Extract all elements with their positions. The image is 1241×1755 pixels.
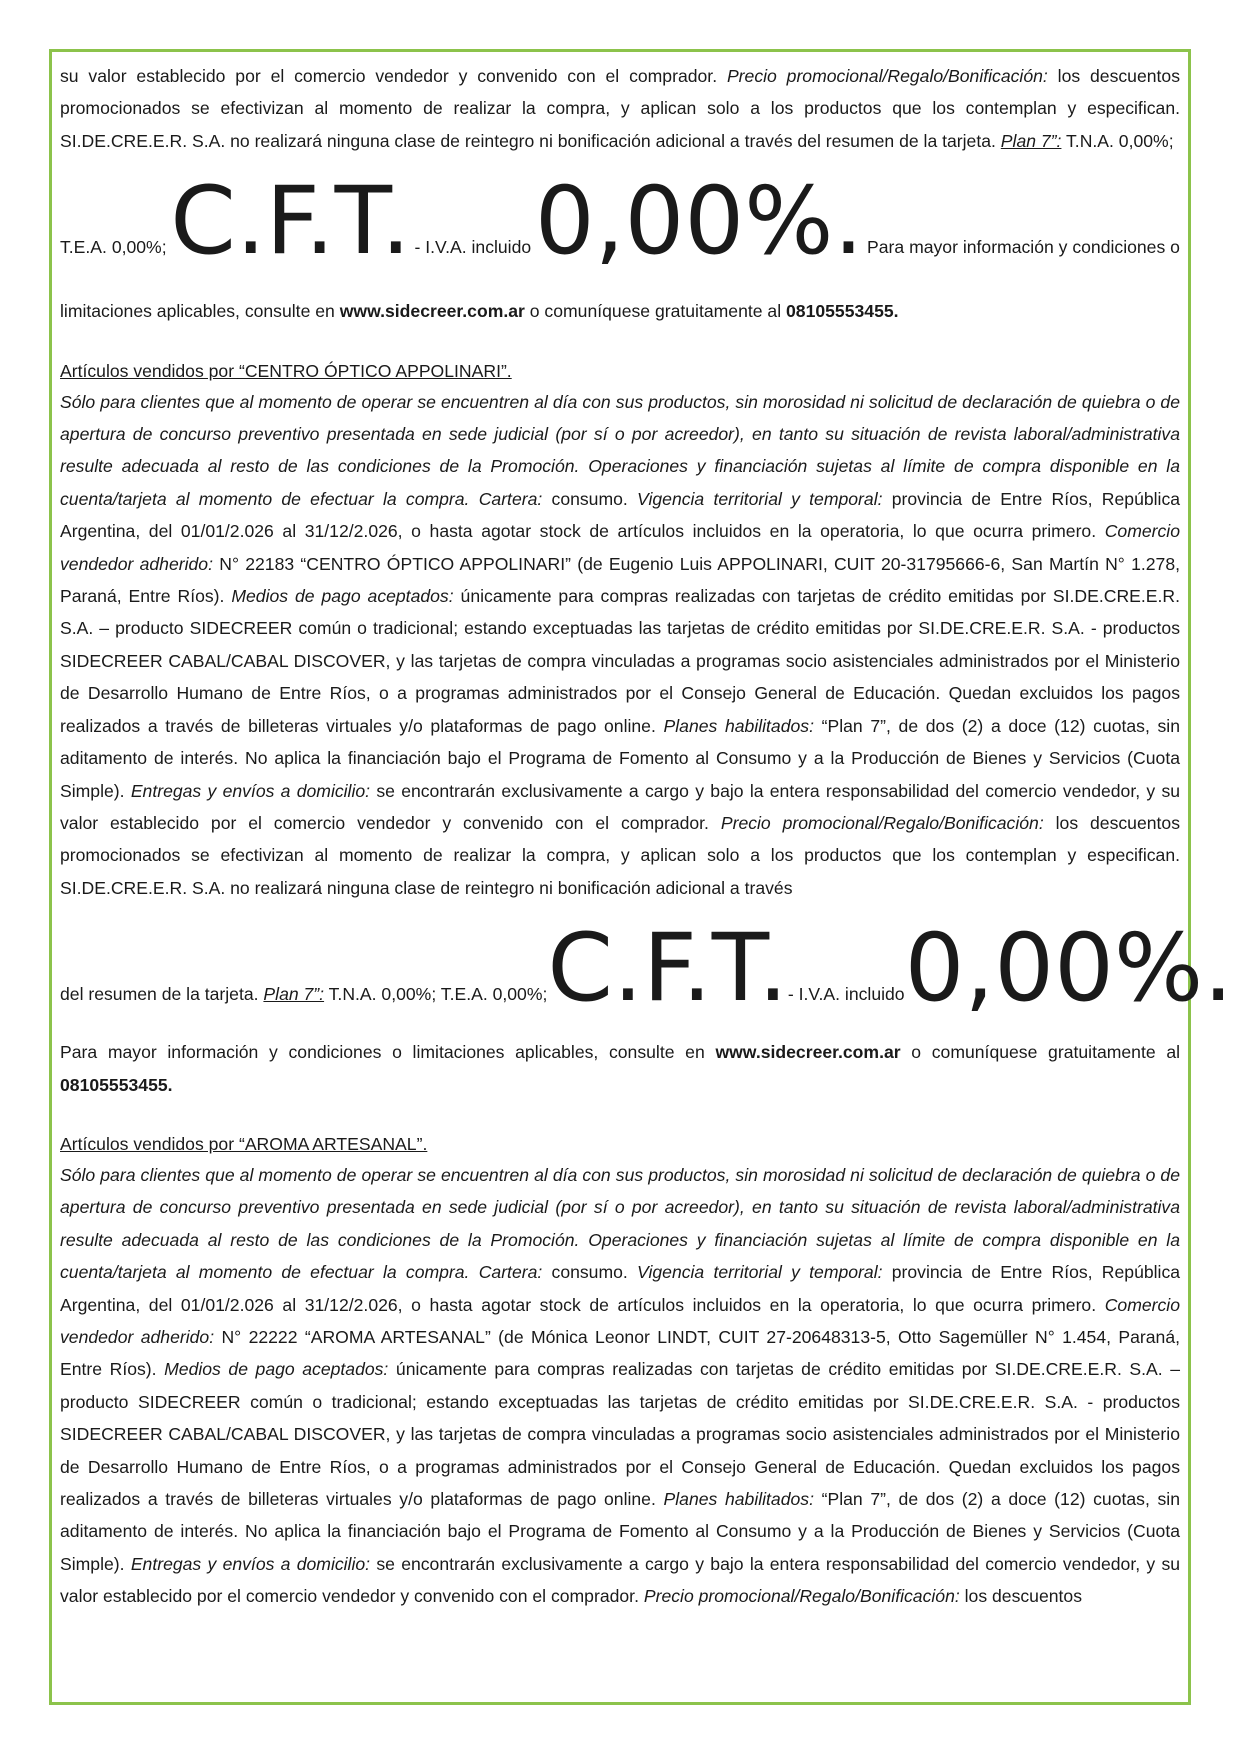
block1-info-c: o comuníquese gratuitamente al	[529, 301, 782, 322]
block1-website-link[interactable]: www.sidecreer.com.ar	[339, 301, 525, 322]
block3-planes-label: Planes habilitados:	[663, 1489, 814, 1509]
block2-cft-prefix	[60, 984, 547, 1005]
block3-entregas-label: Entregas y envíos a domicilio:	[130, 1553, 371, 1574]
block2-planes-label: Planes habilitados:	[663, 715, 814, 736]
block2-cft-label: C.F.T.	[547, 914, 788, 1024]
block3-vigencia: provincia de Entre Ríos, República Argentina, del 01/01/2.026 al 31/12/2.026, o hasta agotar stock de artículos incluidos en la operatoria, lo que ocurra primero.	[60, 1262, 1181, 1315]
block2-cartera-label: Cartera:	[478, 488, 543, 509]
block3-heading: Artículos vendidos por “AROMA ARTESANAL”.	[60, 1133, 428, 1154]
block3-comercio-label: Comercio vendedor adherido:	[60, 1294, 1180, 1347]
block1-iva: - I.V.A. incluido	[414, 237, 532, 258]
block2-website-link[interactable]: www.sidecreer.com.ar	[715, 1042, 901, 1063]
block2-cartera: consumo.	[551, 488, 628, 509]
block2-cft-line	[60, 914, 1234, 1024]
block3-medios-label: Medios de pago aceptados:	[164, 1359, 389, 1380]
block2-cft-value: 0,00%.	[904, 914, 1234, 1024]
block1-intro: su valor establecido por el comercio vendedor y convenido con el comprador.	[60, 66, 718, 86]
block1-cft-value: 0,00%.	[534, 167, 864, 277]
block2-phone: 08105553455.	[60, 1074, 173, 1095]
block2-precio-text: los descuentos promocionados se efectivizan al momento de realizar la compra, y aplican solo a los productos que los contemplan y especifican. SI.DE.CRE.E.R. S.A. no realizará ninguna clase de reintegro ni bonificación adicional a través	[60, 812, 1180, 898]
block1-phone: 08105553455.	[786, 301, 899, 322]
block2-clients: Sólo para clientes que al momento de operar se encuentren al día con sus productos, sin morosidad ni solicitud de declaración de quiebra o de apertura de concurso preventivo presentada en sede judicial (por sí o por acreedor), en tanto su situación de revista laboral/administrativa resulte adecuada al resto de las condiciones de la Promoción. Operaciones y financiación sujetas al límite de compra disponible en la cuenta/tarjeta al momento de efectuar la compra.	[60, 391, 1180, 509]
block2-paragraph	[60, 386, 1180, 905]
block1-info-a: Para mayor información y condiciones o	[867, 237, 1180, 258]
block2-planes: “Plan 7”, de dos (2) a doce (12) cuotas, sin aditamento de interés. No aplica la financiación bajo el Programa de Fomento al Consumo y a la Producción de Bienes y Servicios (Cuota Simple).	[60, 715, 1180, 801]
block3-cartera: consumo.	[551, 1262, 628, 1283]
block3-precio-text: los descuentos	[964, 1586, 1083, 1607]
block1-tea: T.E.A. 0,00%;	[60, 237, 167, 258]
block2-entregas: se encontrarán exclusivamente a cargo y bajo la entera responsabilidad del comercio vendedor, y su valor establecido por el comercio vendedor y convenido con el comprador.	[60, 780, 1181, 833]
block3-comercio: N° 22222 “AROMA ARTESANAL” (de Mónica Leonor LINDT, CUIT 27-20648313-5, Otto Sagemüller N° 1.454, Paraná, Entre Ríos).	[60, 1326, 1180, 1380]
block2-vigencia: provincia de Entre Ríos, República Argentina, del 01/01/2.026 al 31/12/2.026, o hasta agotar stock de artículos incluidos en la operatoria, lo que ocurra primero.	[60, 488, 1181, 542]
block2-medios-label: Medios de pago aceptados:	[231, 586, 454, 607]
block2-iva: - I.V.A. incluido	[787, 984, 905, 1005]
block1-tna: T.N.A. 0,00%;	[1066, 130, 1174, 151]
block2-entregas-label: Entregas y envíos a domicilio:	[130, 780, 371, 801]
block2-precio-label: Precio promocional/Regalo/Bonificación:	[720, 812, 1044, 833]
block2-comercio-label: Comercio vendedor adherido:	[60, 521, 1180, 574]
block3-vigencia-label: Vigencia territorial y temporal:	[637, 1262, 883, 1283]
block2-comercio: N° 22183 “CENTRO ÓPTICO APPOLINARI” (de Eugenio Luis APPOLINARI, CUIT 20-31795666-6, San Martín N° 1.278, Paraná, Entre Ríos).	[60, 553, 1180, 607]
block2-info-c: o comuníquese gratuitamente al	[911, 1042, 1181, 1063]
block3-precio-label: Precio promocional/Regalo/Bonificación:	[643, 1586, 960, 1607]
block2-contact	[60, 1036, 1180, 1101]
block2-plan-label: Plan 7”:	[263, 984, 325, 1005]
block2-tna-tea: T.N.A. 0,00%; T.E.A. 0,00%;	[328, 984, 548, 1005]
block1-precio-text: los descuentos promocionados se efectivizan al momento de realizar la compra, y aplican solo a los productos que los contemplan y especifican. SI.DE.CRE.E.R. S.A. no realizará ninguna clase de reintegro ni bonificación adicional a través del resumen de la tarjeta.	[60, 66, 1180, 151]
block3-entregas: se encontrarán exclusivamente a cargo y bajo la entera responsabilidad del comercio vendedor, y su valor establecido por el comercio vendedor y convenido con el comprador.	[60, 1553, 1181, 1607]
block3-clients: Sólo para clientes que al momento de operar se encuentren al día con sus productos, sin morosidad ni solicitud de declaración de quiebra o de apertura de concurso preventivo presentada en sede judicial (por sí o por acreedor), en tanto su situación de revista laboral/administrativa resulte adecuada al resto de las condiciones de la Promoción. Operaciones y financiación sujetas al límite de compra disponible en la cuenta/tarjeta al momento de efectuar la compra.	[60, 1164, 1180, 1283]
block1-paragraph	[60, 60, 1180, 157]
block2-info: Para mayor información y condiciones o limitaciones aplicables, consulte en	[60, 1042, 705, 1063]
block2-precio-tail: del resumen de la tarjeta.	[60, 984, 259, 1005]
block1-precio-label: Precio promocional/Regalo/Bonificación:	[726, 66, 1048, 86]
block3-paragraph	[60, 1159, 1180, 1613]
block3-medios: únicamente para compras realizadas con tarjetas de crédito emitidas por SI.DE.CRE.E.R. S.A. – producto SIDECREER común o tradicional; estando exceptuadas las tarjetas de crédito emitidas por SI.DE.CRE.E.R. S.A. - productos SIDECREER CABAL/CABAL DISCOVER, y las tarjetas de compra vinculadas a programas socio asistenciales administrados por el Ministerio de Desarrollo Humano de Entre Ríos, o a programas administrados por el Consejo General de Educación. Quedan excluidos los pagos realizados a través de billeteras virtuales y/o plataformas de pago online.	[60, 1359, 1181, 1509]
block3-planes: “Plan 7”, de dos (2) a doce (12) cuotas, sin aditamento de interés. No aplica la financiación bajo el Programa de Fomento al Consumo y a la Producción de Bienes y Servicios (Cuota Simple).	[60, 1489, 1180, 1574]
block1-contact	[60, 295, 1180, 327]
block2-heading: Artículos vendidos por “CENTRO ÓPTICO APPOLINARI”.	[60, 360, 512, 381]
block1-plan-label: Plan 7”:	[1000, 130, 1062, 151]
block1-cft-label: C.F.T.	[170, 167, 411, 277]
block3-cartera-label: Cartera:	[478, 1262, 543, 1283]
block2-vigencia-label: Vigencia territorial y temporal:	[637, 488, 883, 509]
block1-cft-line	[60, 167, 1180, 277]
block1-info-b: limitaciones aplicables, consulte en	[60, 301, 335, 322]
document-body	[60, 60, 1234, 1613]
block2-medios: únicamente para compras realizadas con tarjetas de crédito emitidas por SI.DE.CRE.E.R. S.A. – producto SIDECREER común o tradicional; estando exceptuadas las tarjetas de crédito emitidas por SI.DE.CRE.E.R. S.A. - productos SIDECREER CABAL/CABAL DISCOVER, y las tarjetas de compra vinculadas a programas socio asistenciales administrados por el Ministerio de Desarrollo Humano de Entre Ríos, o a programas administrados por el Consejo General de Educación. Quedan excluidos los pagos realizados a través de billeteras virtuales y/o plataformas de pago online.	[60, 586, 1181, 736]
